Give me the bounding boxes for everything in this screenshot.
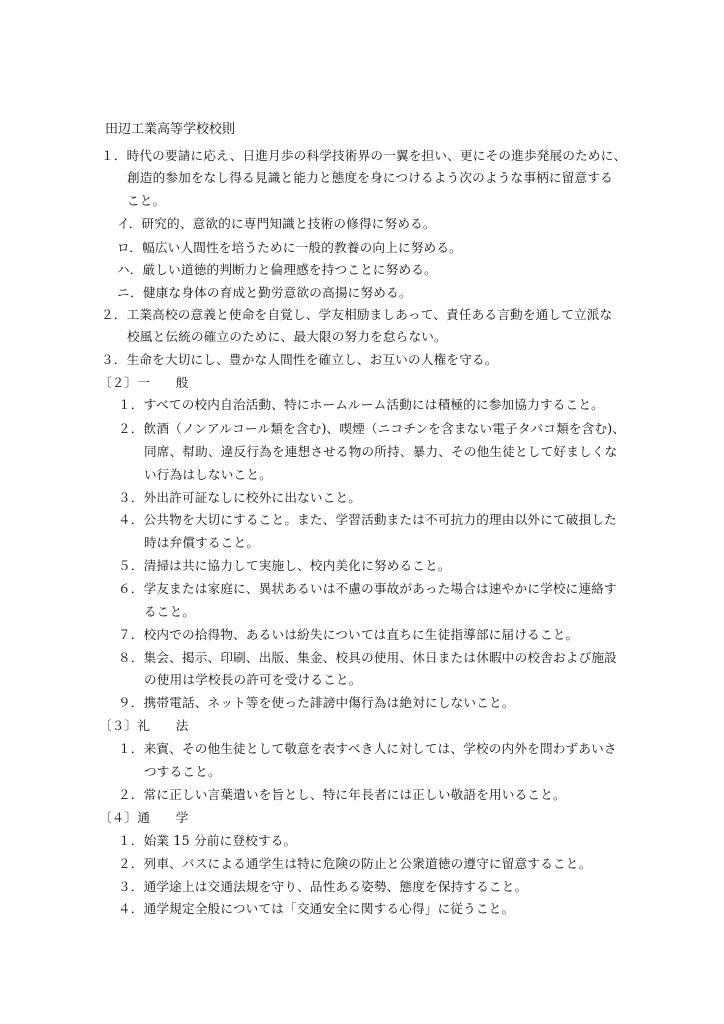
section-2-item-3: ３．外出許可証なしに校外に出ないこと。: [118, 490, 362, 505]
rule-1-line-1: １．時代の要請に応え、日進月歩の科学技術界の一翼を担い、更にその進歩発展のために、: [101, 148, 627, 163]
section-2-item-6-line-1: ６．学友または家庭に、異状あるいは不慮の事故があった場合は速やかに学校に連絡す: [118, 581, 617, 596]
section-2-item-6-line-2: ること。: [144, 604, 196, 619]
section-2-item-4-line-1: ４．公共物を大切にすること。また、学習活動または不可抗力的理由以外にて破損した: [118, 512, 617, 527]
section-2-item-5: ５．清掃は共に協力して実施し、校内美化に努めること。: [118, 558, 451, 573]
section-2-item-8-line-1: ８．集会、掲示、印刷、出版、集金、校具の使用、休日または休暇中の校舎および施設: [118, 650, 617, 665]
section-4-item-1: １．始業 15 分前に登校する。: [118, 833, 297, 848]
section-3-item-2: ２．常に正しい言葉遣いを旨とし、特に年長者には正しい敬語を用いること。: [118, 787, 566, 802]
rule-1-item-ni: ニ．健康な身体の育成と勤労意欲の高揚に努める。: [117, 285, 412, 300]
section-4-item-3: ３．通学途上は交通法規を守り、品性ある姿勢、態度を保持すること。: [118, 879, 528, 894]
rule-1-item-ha: ハ．厳しい道徳的判断力と倫理感を持つことに努める。: [117, 262, 437, 277]
section-2-item-2-line-1: ２．飲酒（ノンアルコール類を含む)、喫煙（ニコチンを含まない電子タバコ類を含む)、: [118, 421, 626, 436]
rule-1-item-ro: ロ．幅広い人間性を培うために一般的教養の向上に努める。: [117, 240, 462, 255]
section-2-heading: 〔２〕一 般: [99, 375, 189, 390]
section-4-item-2: ２．列車、バスによる通学生は特に危険の防止と公衆道徳の遵守に留意すること。: [118, 856, 592, 871]
section-2-item-9: ９．携帯電話、ネット等を使った誹謗中傷行為は絶対にしないこと。: [118, 695, 515, 710]
section-2-item-7: ７．校内での拾得物、あるいは紛失については直ちに生徒指導部に届けること。: [118, 627, 579, 642]
section-2-item-2-line-3: い行為はしないこと。: [144, 467, 272, 482]
section-3-heading: 〔３〕礼 法: [99, 718, 189, 733]
rule-2-line-2: 校風と伝統の確立のために、最大限の努力を怠らない。: [127, 329, 447, 344]
section-3-item-1-line-1: １．来賓、その他生徒として敬意を表すべき人に対しては、学校の内外を問わずあいさ: [118, 741, 617, 756]
document-title: 田辺工業高等学校校則: [105, 122, 236, 137]
rule-2-line-1: ２．工業高校の意義と使命を自覚し、学友相励ましあって、責任ある言動を通して立派な: [101, 307, 613, 322]
section-2-item-4-line-2: 時は弁償すること。: [144, 535, 260, 550]
rule-1-line-3: こと。: [127, 193, 166, 208]
section-4-heading: 〔４〕通 学: [99, 810, 189, 825]
section-2-item-2-line-2: 同席、幇助、違反行為を連想させる物の所持、暴力、その他生徒として好ましくな: [144, 444, 618, 459]
section-2-item-8-line-2: の使用は学校長の許可を受けること。: [144, 672, 362, 687]
section-4-item-4: ４．通学規定全般については「交通安全に関する心得」に従うこと。: [118, 901, 515, 916]
section-2-item-1: １．すべての校内自治活動、特にホームルーム活動には積極的に参加協力すること。: [118, 397, 604, 412]
rule-3-line: ３．生命を大切にし、豊かな人間性を確立し、お互いの人権を守る。: [101, 352, 498, 367]
rule-1-line-2: 創造的参加をなし得る見識と能力と態度を身につけるよう次のような事柄に留意する: [127, 170, 613, 185]
rule-1-item-i: イ．研究的、意欲的に専門知識と技術の修得に努める。: [117, 216, 436, 231]
section-3-item-1-line-2: つすること。: [144, 764, 221, 779]
